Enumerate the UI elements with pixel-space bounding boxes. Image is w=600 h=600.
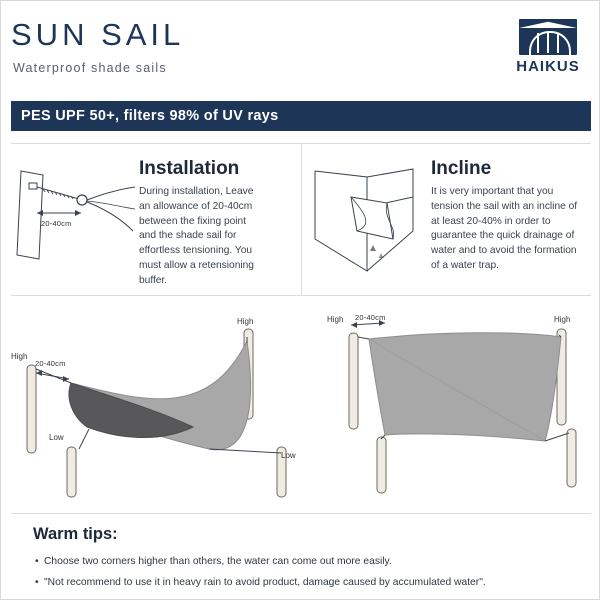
bullet-icon: • [35, 577, 39, 588]
triangle-gap-label: 20-40cm [35, 359, 66, 368]
divider-vertical [301, 143, 302, 295]
warm-tip-item-1 [35, 556, 392, 567]
installation-diagram [9, 163, 139, 275]
warm-tips-title: Warm tips: [33, 525, 118, 543]
bullet-icon: • [35, 556, 39, 567]
warm-tip-item-2 [35, 577, 486, 588]
rectangle-label-high-left: High [327, 315, 344, 324]
triangle-label-low-left: Low [49, 433, 64, 442]
installation-dimension-label: 20-40cm [41, 219, 72, 228]
page-header [1, 1, 600, 93]
brand-logo-text: HAIKUS [516, 58, 580, 75]
incline-title: Incline [431, 158, 492, 179]
warm-tip-text-2: "Not recommend to use it in heavy rain to avoid product, damage caused by accumulated water". [44, 577, 486, 588]
triangle-label-high-left: High [11, 352, 28, 361]
incline-diagram [309, 161, 427, 281]
uv-banner [11, 101, 591, 131]
warm-tip-text-1: Choose two corners higher than others, the water can come out more easily. [44, 556, 392, 567]
installation-title: Installation [139, 158, 240, 179]
divider-bottom [11, 513, 591, 514]
brand-logo [507, 19, 589, 81]
page-title: SUN SAIL [11, 17, 185, 52]
divider-middle [11, 295, 591, 296]
rectangle-label-high-right: High [554, 315, 571, 324]
uv-banner-text: PES UPF 50+, filters 98% of UV rays [21, 108, 279, 124]
incline-body: It is very important that you tension the sail with an incline of at least 20-40% in order to guarantee the quick drainage of water and to avoid the formation of a water trap. [431, 186, 578, 271]
sun-over-arch-icon [519, 19, 577, 55]
installation-body: During installation, Leave an allowance of 20-40cm between the fixing point and the shade sail for effortless tensioning. You must allow a retensioning buffer. [139, 186, 254, 286]
triangle-label-high-right: High [237, 317, 254, 326]
page-subtitle: Waterproof shade sails [13, 61, 167, 75]
triangle-sail-diagram [9, 307, 299, 507]
rectangle-gap-label: 20-40cm [355, 313, 386, 322]
triangle-label-low-right: Low [281, 451, 296, 460]
rectangle-sail-diagram [319, 307, 591, 507]
